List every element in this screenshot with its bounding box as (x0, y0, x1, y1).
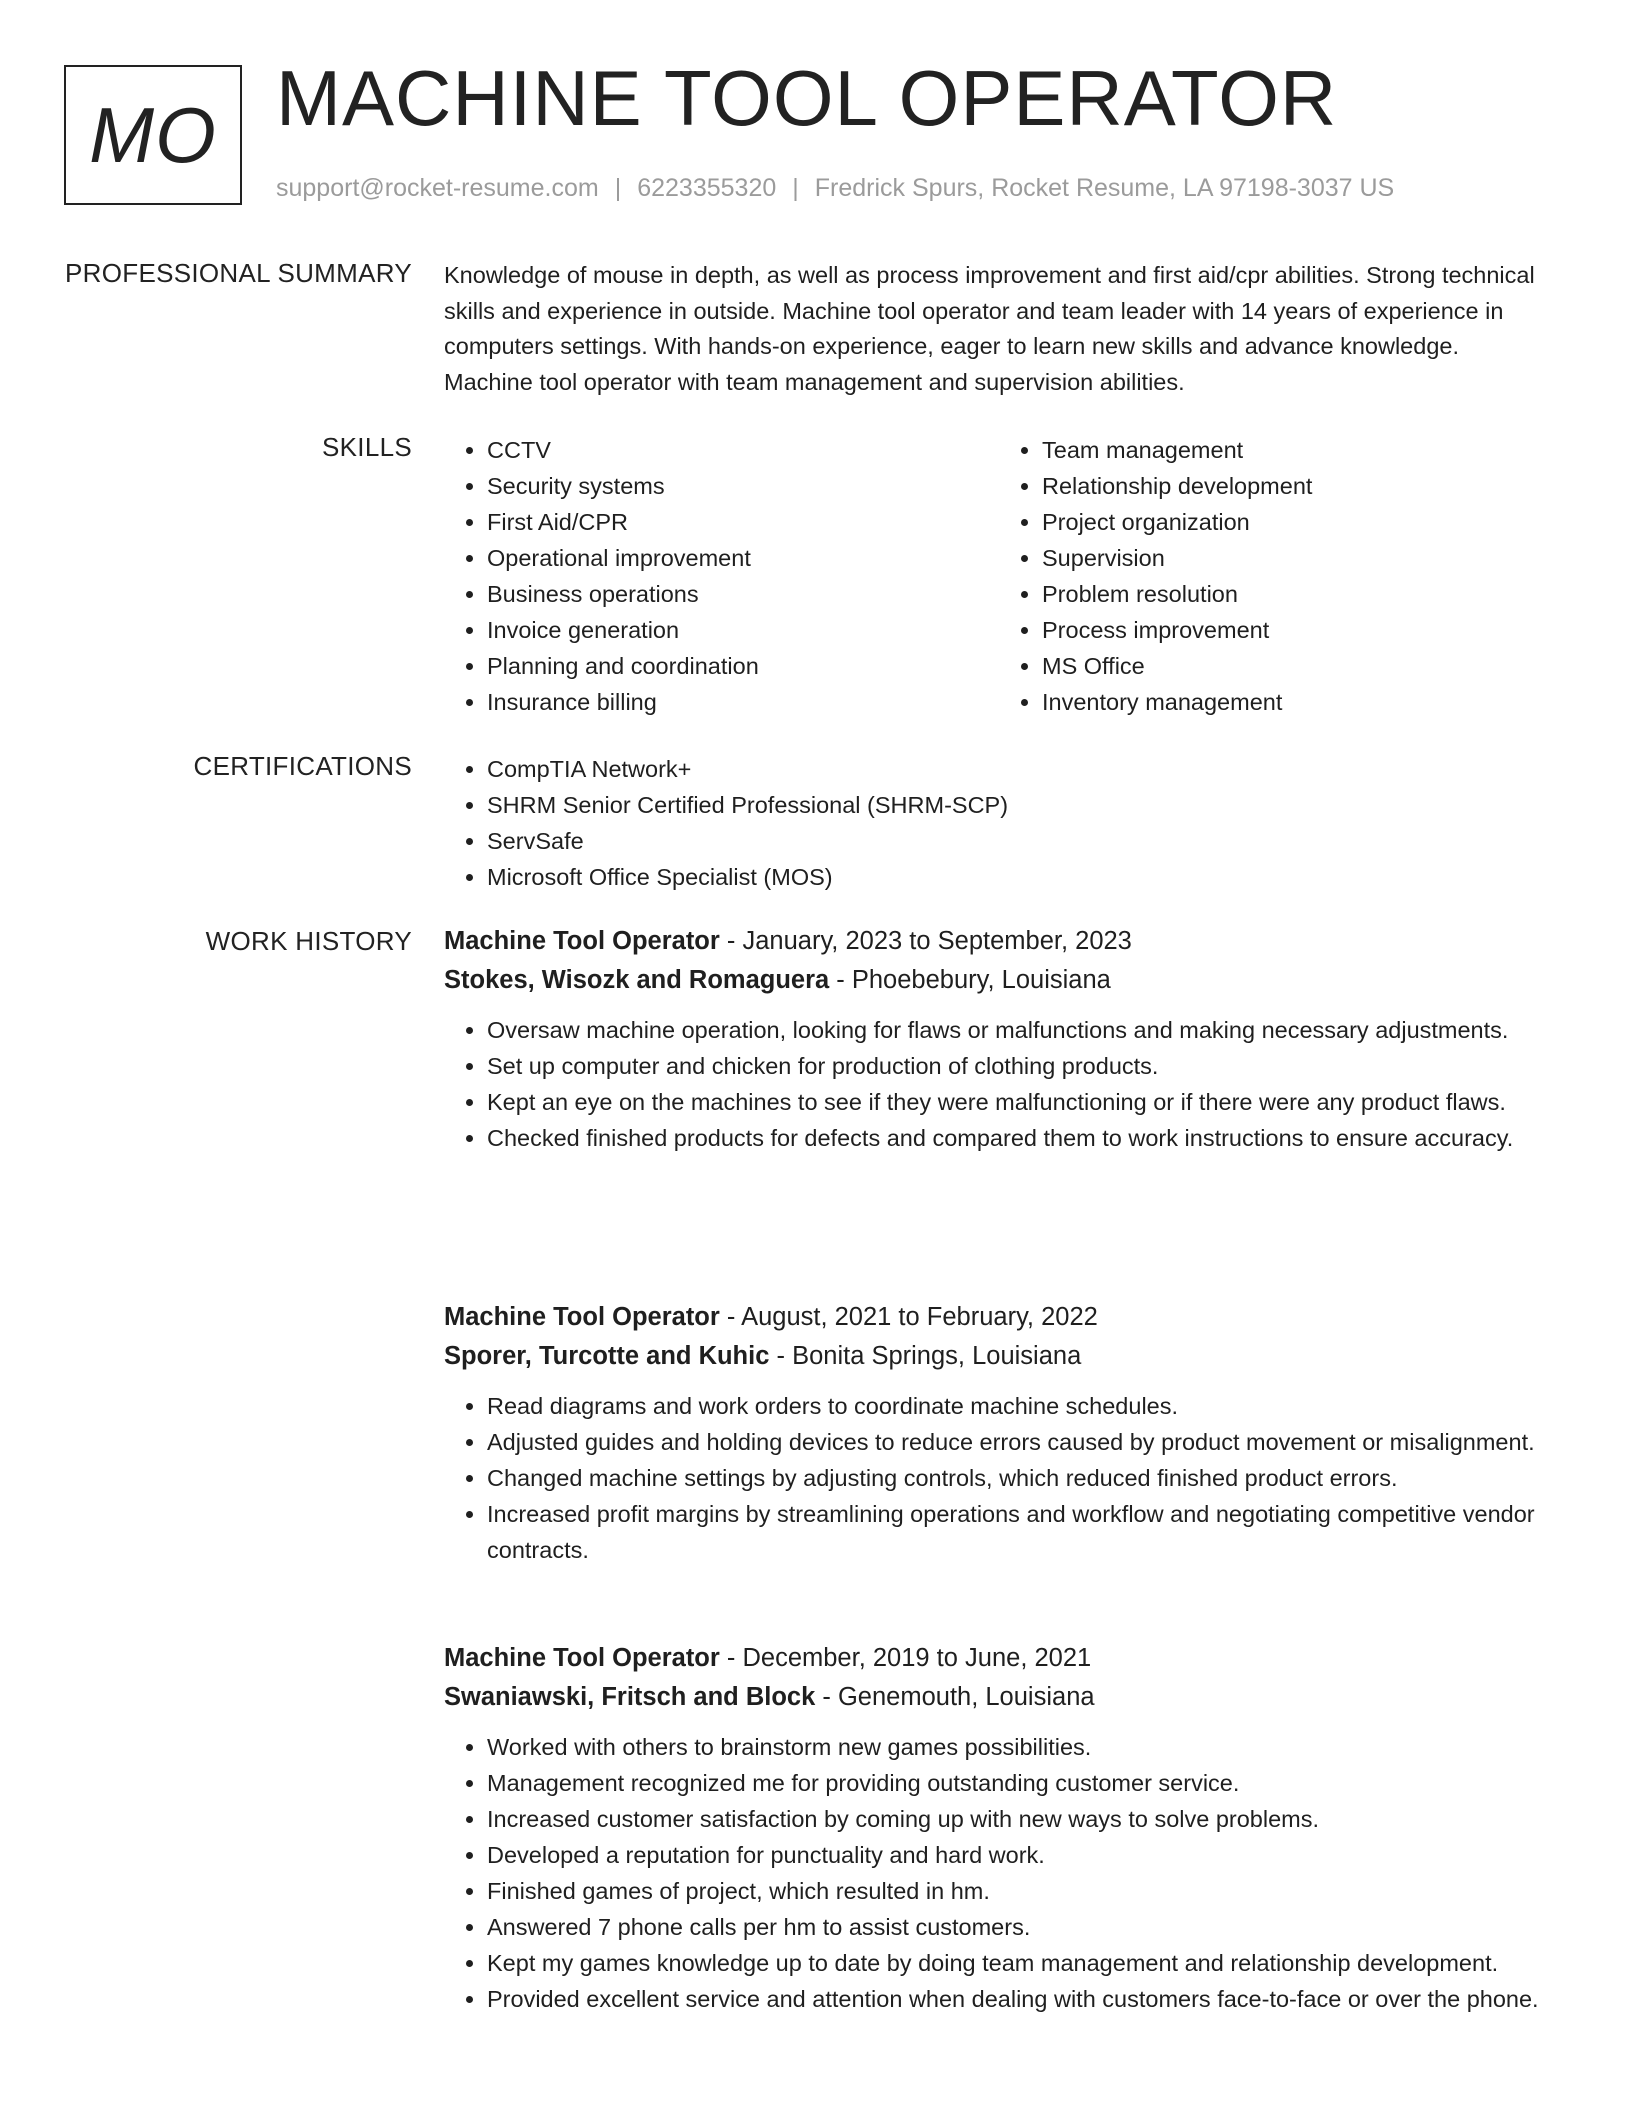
skill-item: • Problem resolution (1042, 576, 1554, 612)
skill-item: • First Aid/CPR (487, 504, 999, 540)
skill-item: • Security systems (487, 468, 999, 504)
job-title: Machine Tool Operator (444, 1303, 720, 1331)
certification-item: • Microsoft Office Specialist (MOS) (487, 859, 1554, 895)
skill-item: • Relationship development (1042, 468, 1554, 504)
job-company: Swaniawski, Fritsch and Block (444, 1683, 816, 1711)
job-bullet: • Kept an eye on the machines to see if they were malfunctioning or if there were any product flaws. (487, 1084, 1554, 1120)
job-bullet-list (444, 1388, 1554, 1568)
page-title: MACHINE TOOL OPERATOR (276, 54, 1338, 142)
certifications-list (444, 751, 1554, 895)
job-bullet: • Kept my games knowledge up to date by doing team management and relationship development. (487, 1945, 1554, 1981)
job-bullet: • Adjusted guides and holding devices to reduce errors caused by product movement or misalignment. (487, 1424, 1554, 1460)
job-title-line (444, 922, 1554, 961)
job-bullet: • Worked with others to brainstorm new games possibilities. (487, 1729, 1554, 1765)
contact-line (276, 174, 1394, 203)
job-bullet: • Increased customer satisfaction by coming up with new ways to solve problems. (487, 1801, 1554, 1837)
job-entry (444, 1298, 1554, 1568)
certification-item: • ServSafe (487, 823, 1554, 859)
skill-item: • CCTV (487, 432, 999, 468)
section-heading: WORK HISTORY (205, 926, 412, 956)
job-bullet: • Oversaw machine operation, looking for flaws or malfunctions and making necessary adjustments. (487, 1012, 1554, 1048)
job-company: Stokes, Wisozk and Romaguera (444, 966, 830, 994)
skills-list-left (444, 432, 999, 720)
job-title: Machine Tool Operator (444, 1644, 720, 1672)
skill-item: • Operational improvement (487, 540, 999, 576)
contact-separator: | (792, 174, 799, 202)
job-title-line (444, 1298, 1554, 1337)
job-title: Machine Tool Operator (444, 927, 720, 955)
job-title-line (444, 1639, 1554, 1678)
job-company-line (444, 961, 1554, 1000)
job-bullet-list (444, 1729, 1554, 2017)
monogram-badge: MO (64, 65, 242, 205)
job-bullet: • Increased profit margins by streamlining operations and workflow and negotiating competitive vendor contracts. (487, 1496, 1554, 1568)
skill-item: • Invoice generation (487, 612, 999, 648)
job-dates: - December, 2019 to June, 2021 (719, 1644, 1092, 1672)
job-company: Sporer, Turcotte and Kuhic (444, 1342, 770, 1370)
job-dates: - January, 2023 to September, 2023 (719, 927, 1132, 955)
skill-item: • Insurance billing (487, 684, 999, 720)
skill-item: • Project organization (1042, 504, 1554, 540)
job-bullet: • Management recognized me for providing outstanding customer service. (487, 1765, 1554, 1801)
contact-address: Fredrick Spurs, Rocket Resume, LA 97198-3037 US (814, 174, 1395, 202)
certification-item: • SHRM Senior Certified Professional (SHRM-SCP) (487, 787, 1554, 823)
job-company-line (444, 1337, 1554, 1376)
certification-item: • CompTIA Network+ (487, 751, 1554, 787)
job-location: - Bonita Springs, Louisiana (769, 1342, 1082, 1370)
skill-item: • Process improvement (1042, 612, 1554, 648)
summary-text: Knowledge of mouse in depth, as well as process improvement and first aid/cpr abilities. Strong technical skills and experience in outside. Machine tool operator and team leader with 14 years of experience in computers settings. With hands-on experience, eager to learn new skills and advance knowledge. Machine tool operator with team management and supervision abilities. (444, 262, 1535, 395)
skill-item: • Inventory management (1042, 684, 1554, 720)
skill-item: • Business operations (487, 576, 999, 612)
contact-email: support@rocket-resume.com (276, 174, 599, 202)
job-bullet: • Set up computer and chicken for production of clothing products. (487, 1048, 1554, 1084)
job-bullet: • Answered 7 phone calls per hm to assist customers. (487, 1909, 1554, 1945)
job-dates: - August, 2021 to February, 2022 (719, 1303, 1098, 1331)
job-entry (444, 922, 1554, 1156)
job-bullet: • Provided excellent service and attention when dealing with customers face-to-face or over the phone. (487, 1981, 1554, 2017)
job-bullet: • Developed a reputation for punctuality and hard work. (487, 1837, 1554, 1873)
job-bullet-list (444, 1012, 1554, 1156)
job-bullet: • Read diagrams and work orders to coordinate machine schedules. (487, 1388, 1554, 1424)
skill-item: • Team management (1042, 432, 1554, 468)
skill-item: • Planning and coordination (487, 648, 999, 684)
job-bullet: • Checked finished products for defects and compared them to work instructions to ensure accuracy. (487, 1120, 1554, 1156)
job-location: - Phoebebury, Louisiana (829, 966, 1111, 994)
job-bullet: • Finished games of project, which resulted in hm. (487, 1873, 1554, 1909)
section-heading: CERTIFICATIONS (193, 751, 412, 781)
contact-phone: 6223355320 (637, 174, 777, 202)
job-entry (444, 1639, 1554, 2017)
section-heading: PROFESSIONAL SUMMARY (65, 258, 412, 288)
job-location: - Genemouth, Louisiana (815, 1683, 1095, 1711)
section-heading: SKILLS (322, 432, 412, 462)
skill-item: • MS Office (1042, 648, 1554, 684)
skill-item: • Supervision (1042, 540, 1554, 576)
skills-list-right (999, 432, 1554, 720)
job-bullet: • Changed machine settings by adjusting controls, which reduced finished product errors. (487, 1460, 1554, 1496)
contact-separator: | (614, 174, 622, 202)
job-company-line (444, 1678, 1554, 1717)
